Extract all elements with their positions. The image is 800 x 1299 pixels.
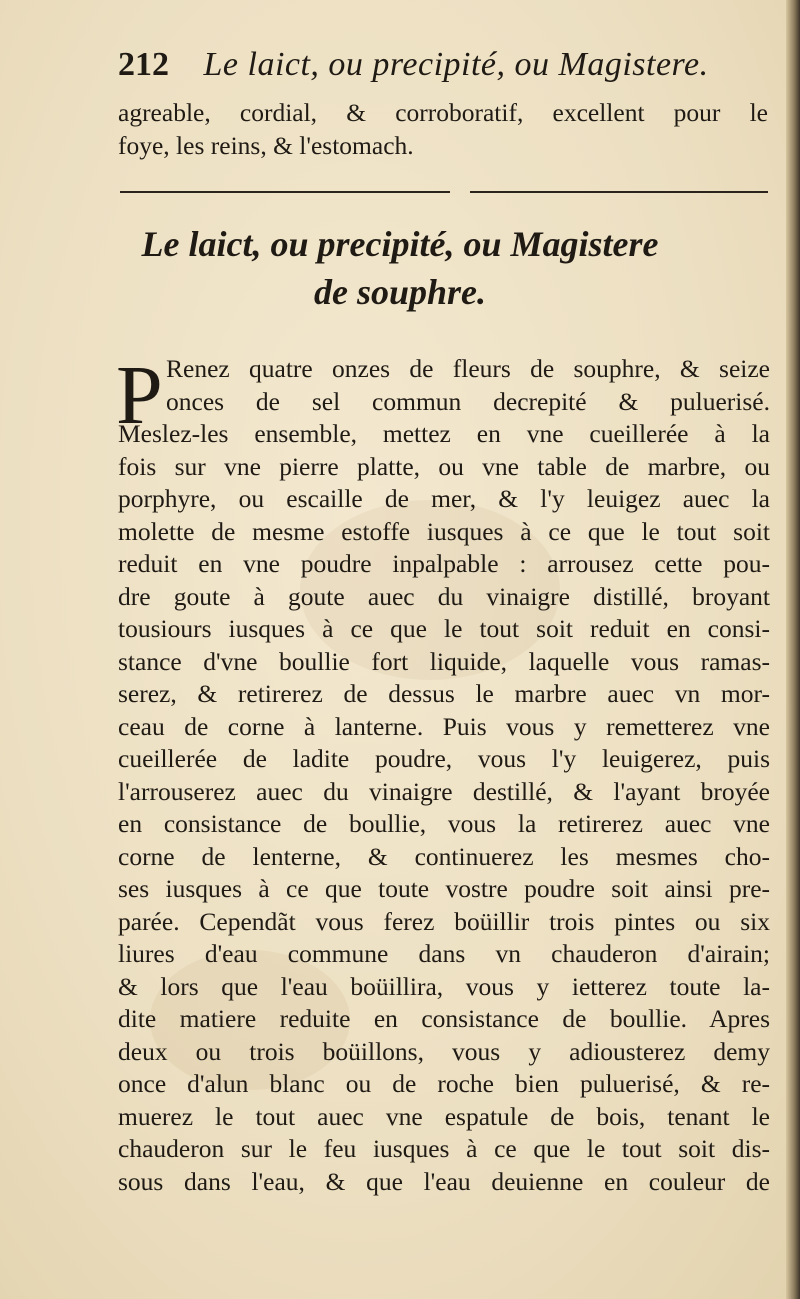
text-line: foye, les reins, & l'estomach. bbox=[118, 131, 414, 160]
text-line: chauderon sur le feu iusques à ce que le tout soit dis- bbox=[118, 1134, 770, 1163]
page-header bbox=[118, 40, 778, 90]
text-line: muerez le tout auec vne espatule de bois, tenant le bbox=[118, 1101, 770, 1131]
text-line: deux ou trois boüillons, vous y adiousterez demy bbox=[118, 1036, 770, 1066]
running-title: Le laict, ou precipité, ou Magistere. bbox=[203, 46, 709, 83]
section-rule bbox=[470, 191, 768, 193]
section-title bbox=[130, 220, 670, 316]
section-title-line: Le laict, ou precipité, ou Magistere bbox=[141, 224, 659, 264]
text-line: corne de lenterne, & continuerez les mesmes cho- bbox=[118, 841, 770, 871]
page-number: 212 bbox=[118, 46, 169, 83]
drop-cap: P bbox=[116, 349, 163, 442]
text-line: agreable, cordial, & corroboratif, excellent pour le bbox=[118, 98, 768, 127]
text-line: l'arrouserez auec du vinaigre destillé, & l'ayant broyée bbox=[118, 776, 770, 806]
section-title-line: de souphre. bbox=[313, 272, 487, 312]
page-edge bbox=[786, 0, 800, 1299]
text-line: cueillerée de ladite poudre, vous l'y leuigerez, puis bbox=[118, 744, 770, 773]
text-line: tousiours iusques à ce que le tout soit reduit en consi- bbox=[118, 614, 770, 643]
body-text bbox=[116, 349, 770, 1198]
text-line: reduit en vne poudre inpalpable : arrousez cette pou- bbox=[118, 549, 770, 578]
text-line: liures d'eau commune dans vn chauderon d'airain; bbox=[118, 939, 770, 968]
text-line: dre goute à goute auec du vinaigre distillé, broyant bbox=[118, 581, 770, 611]
text-line: & lors que l'eau boüillira, vous y ietterez toute la- bbox=[118, 971, 770, 1001]
text-line: serez, & retirerez de dessus le marbre auec vn mor- bbox=[118, 679, 770, 708]
text-line: onces de sel commun decrepité & puluerisé. bbox=[166, 386, 770, 416]
text-line: sous dans l'eau, & que l'eau deuienne en couleur de bbox=[118, 1166, 770, 1196]
text-line: fois sur vne pierre platte, ou vne table de marbre, ou bbox=[118, 451, 770, 481]
text-line: ses iusques à ce que toute vostre poudre soit ainsi pre- bbox=[118, 874, 770, 903]
text-line: porphyre, ou escaille de mer, & l'y leuigez auec la bbox=[118, 484, 770, 513]
text-line: ceau de corne à lanterne. Puis vous y remetterez vne bbox=[118, 711, 770, 741]
text-line: Meslez-les ensemble, mettez en vne cueillerée à la bbox=[118, 419, 770, 448]
carry-over-text bbox=[118, 96, 768, 162]
text-line: dite matiere reduite en consistance de boullie. Apres bbox=[118, 1004, 770, 1033]
text-line: once d'alun blanc ou de roche bien puluerisé, & re- bbox=[118, 1069, 770, 1098]
text-line: molette de mesme estoffe iusques à ce que le tout soit bbox=[118, 516, 770, 546]
text-line: stance d'vne boullie fort liquide, laquelle vous ramas- bbox=[118, 646, 770, 676]
section-rule bbox=[120, 191, 450, 193]
text-line: en consistance de boullie, vous la retirerez auec vne bbox=[118, 809, 770, 838]
text-line: parée. Cependãt vous ferez boüillir trois pintes ou six bbox=[118, 906, 770, 936]
text-line: Renez quatre onzes de fleurs de souphre, & seize bbox=[166, 354, 770, 383]
